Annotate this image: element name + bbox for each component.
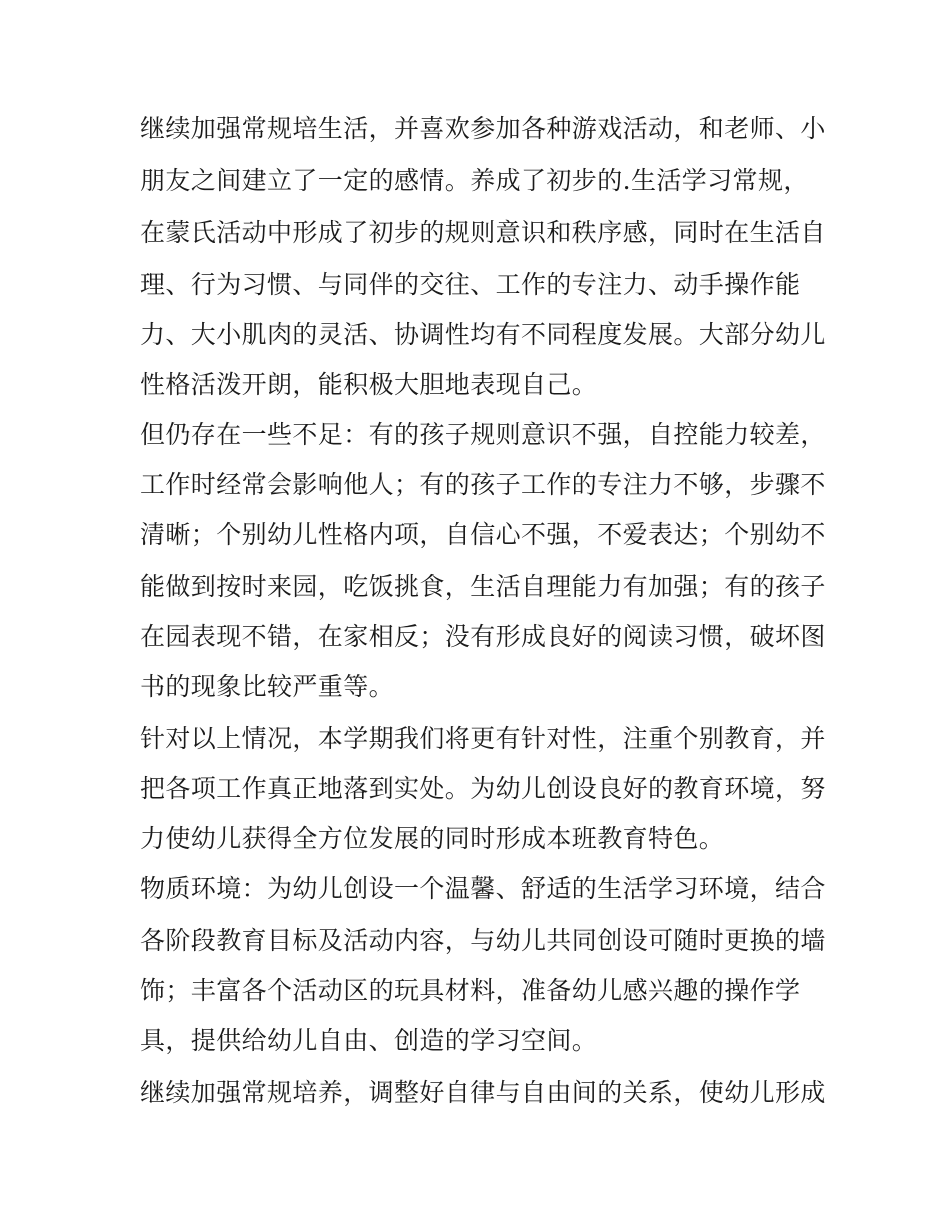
text-line: 工作时经常会影响他人；有的孩子工作的专注力不够，步骤不 xyxy=(140,470,826,499)
text-line: 具，提供给幼儿自由、创造的学习空间。 xyxy=(140,1026,598,1055)
text-line: 能做到按时来园，吃饭挑食，生活自理能力有加强；有的孩子 xyxy=(140,572,826,601)
text-line: 各阶段教育目标及活动内容，与幼儿共同创设可随时更换的墙 xyxy=(140,926,826,955)
text-line: 在园表现不错，在家相反；没有形成良好的阅读习惯，破坏图 xyxy=(140,622,826,651)
text-line: 书的现象比较严重等。 xyxy=(140,672,395,701)
text-line: 力使幼儿获得全方位发展的同时形成本班教育特色。 xyxy=(140,824,725,853)
text-line: 但仍存在一些不足：有的孩子规则意识不强，自控能力较差， xyxy=(140,420,826,449)
text-line: 继续加强常规培生活，并喜欢参加各种游戏活动，和老师、小 xyxy=(140,114,826,143)
text-line: 力、大小肌肉的灵活、协调性均有不同程度发展。大部分幼儿 xyxy=(140,320,826,349)
text-line: 性格活泼开朗，能积极大胆地表现自己。 xyxy=(140,370,598,399)
text-line: 针对以上情况，本学期我们将更有针对性，注重个别教育，并 xyxy=(140,724,826,753)
text-line: 物质环境：为幼儿创设一个温馨、舒适的生活学习环境，结合 xyxy=(140,874,826,903)
text-line: 继续加强常规培养，调整好自律与自由间的关系，使幼儿形成 xyxy=(140,1078,826,1107)
text-line: 饰；丰富各个活动区的玩具材料，准备幼儿感兴趣的操作学 xyxy=(140,976,801,1005)
text-line: 清晰；个别幼儿性格内项，自信心不强，不爱表达；个别幼不 xyxy=(140,520,826,549)
text-line: 理、行为习惯、与同伴的交往、工作的专注力、动手操作能 xyxy=(140,270,801,299)
text-line: 朋友之间建立了一定的感情。养成了初步的.生活学习常规， xyxy=(140,166,809,195)
text-line: 把各项工作真正地落到实处。为幼儿创设良好的教育环境，努 xyxy=(140,774,826,803)
text-line: 在蒙氏活动中形成了初步的规则意识和秩序感，同时在生活自 xyxy=(140,218,826,247)
